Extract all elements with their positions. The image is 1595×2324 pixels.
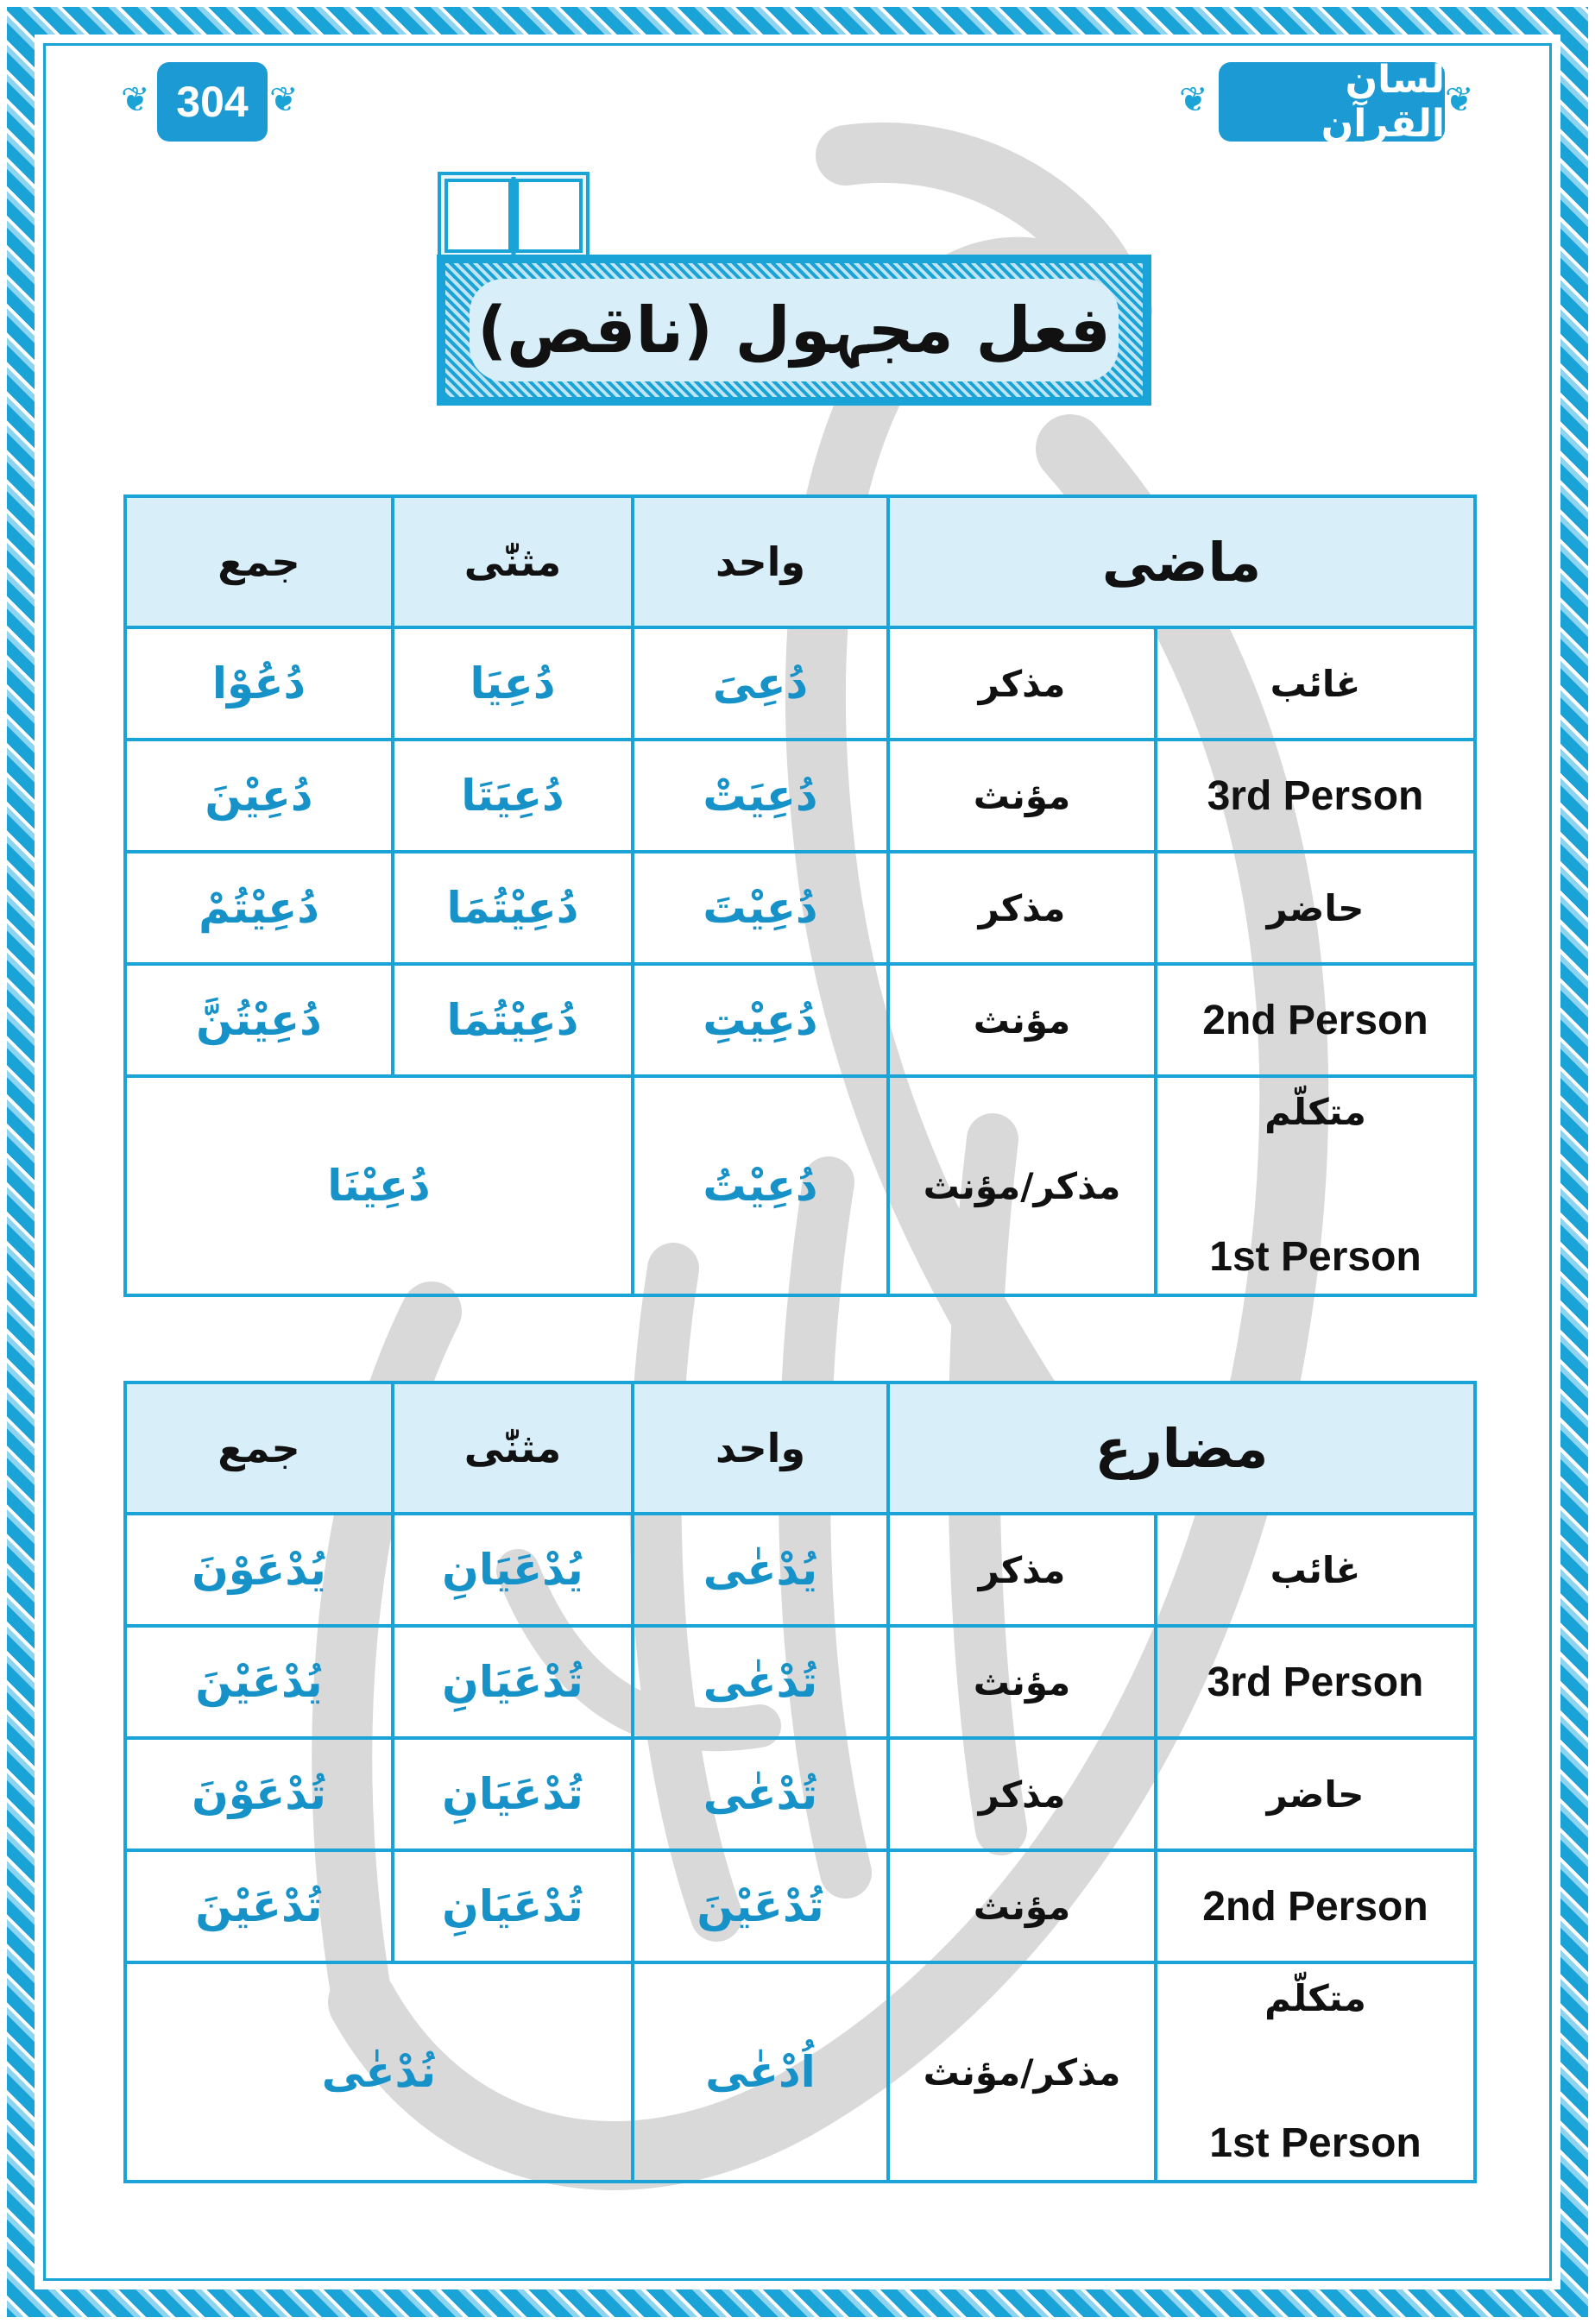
book-title-badge <box>1174 59 1476 145</box>
person-cell: 2nd Person <box>1156 964 1475 1076</box>
person-cell: حاضر <box>1156 852 1475 964</box>
gender-cell: مؤنث <box>888 1626 1156 1738</box>
plural-header: جمع <box>125 1382 393 1514</box>
table-cell: دُعِیْتُنَّ <box>125 964 393 1076</box>
person-cell <box>1156 1962 1475 2182</box>
dual-header: مثنّٰی <box>393 496 633 627</box>
table-cell: تُدْعَیْنَ <box>125 1850 393 1962</box>
table-cell: تُدْعَیْنَ <box>633 1850 888 1962</box>
person-cell: غائب <box>1156 1514 1475 1626</box>
table-cell: یُدْعٰی <box>633 1514 888 1626</box>
gender-cell: مؤنث <box>888 740 1156 852</box>
page-number-badge <box>121 59 302 145</box>
first-person-label-ur: متکلّم <box>1264 1091 1366 1133</box>
gender-cell: مذکر <box>888 1738 1156 1850</box>
person-cell: 3rd Person <box>1156 1626 1475 1738</box>
gender-cell: مذکر <box>888 627 1156 740</box>
table-cell: یُدْعَیَانِ <box>393 1514 633 1626</box>
table-cell: دُعِیْتِ <box>633 964 888 1076</box>
dual-header: مثنّٰی <box>393 1382 633 1514</box>
gender-cell: مؤنث <box>888 964 1156 1076</box>
table-cell: دُعِیْتَ <box>633 852 888 964</box>
chapter-title-frame <box>437 255 1151 406</box>
tense-header: مضارع <box>888 1382 1475 1514</box>
table-cell: تُدْعَوْنَ <box>125 1738 393 1850</box>
table-cell: دُعِیَتَا <box>393 740 633 852</box>
table-cell: تُدْعٰی <box>633 1738 888 1850</box>
past-tense-table <box>123 494 1477 1297</box>
table-cell: دُعِیْنَا <box>125 1076 633 1295</box>
gender-cell: مذکر <box>888 1514 1156 1626</box>
gender-cell: مذکر/مؤنث <box>888 1076 1156 1295</box>
book-title: لسان القرآن <box>1219 62 1445 142</box>
page-number: 304 <box>157 62 268 142</box>
table-cell: دُعِیْنَ <box>125 740 393 852</box>
ornament-icon: ❦ <box>269 80 299 120</box>
table-cell: اُدْعٰی <box>633 1962 888 2182</box>
table-cell: دُعِیْتُمَا <box>393 964 633 1076</box>
table-cell: دُعِیْتُمْ <box>125 852 393 964</box>
table-cell: دُعِیْتُ <box>633 1076 888 1295</box>
plural-header: جمع <box>125 496 393 627</box>
single-header: واحد <box>633 1382 888 1514</box>
open-book-icon <box>436 168 591 263</box>
person-cell: 3rd Person <box>1156 740 1475 852</box>
gender-cell: مذکر <box>888 852 1156 964</box>
first-person-label-ur: متکلّم <box>1264 1977 1366 2019</box>
present-tense-table <box>123 1381 1477 2183</box>
table-cell: دُعِیَ <box>633 627 888 740</box>
tense-header: ماضی <box>888 496 1475 627</box>
table-cell: یُدْعَوْنَ <box>125 1514 393 1626</box>
table-cell: دُعِیَتْ <box>633 740 888 852</box>
person-cell: 2nd Person <box>1156 1850 1475 1962</box>
gender-cell: مؤنث <box>888 1850 1156 1962</box>
ornament-icon: ❦ <box>121 80 150 120</box>
table-cell: یُدْعَیْنَ <box>125 1626 393 1738</box>
ornament-icon: ❦ <box>1179 80 1208 120</box>
ornament-icon: ❦ <box>1445 80 1474 120</box>
first-person-label-en: 1st Person <box>1209 2120 1422 2166</box>
gender-cell: مذکر/مؤنث <box>888 1962 1156 2182</box>
first-person-label-en: 1st Person <box>1209 1234 1422 1280</box>
table-cell: دُعِیْتُمَا <box>393 852 633 964</box>
table-cell: تُدْعَیَانِ <box>393 1850 633 1962</box>
chapter-title: فعل مجہول (ناقص) <box>470 279 1119 381</box>
person-cell <box>1156 1076 1475 1295</box>
single-header: واحد <box>633 496 888 627</box>
table-cell: دُعُوْا <box>125 627 393 740</box>
person-cell: حاضر <box>1156 1738 1475 1850</box>
table-cell: نُدْعٰی <box>125 1962 633 2182</box>
table-cell: دُعِیَا <box>393 627 633 740</box>
table-cell: تُدْعٰی <box>633 1626 888 1738</box>
table-cell: تُدْعَیَانِ <box>393 1738 633 1850</box>
person-cell: غائب <box>1156 627 1475 740</box>
table-cell: تُدْعَیَانِ <box>393 1626 633 1738</box>
